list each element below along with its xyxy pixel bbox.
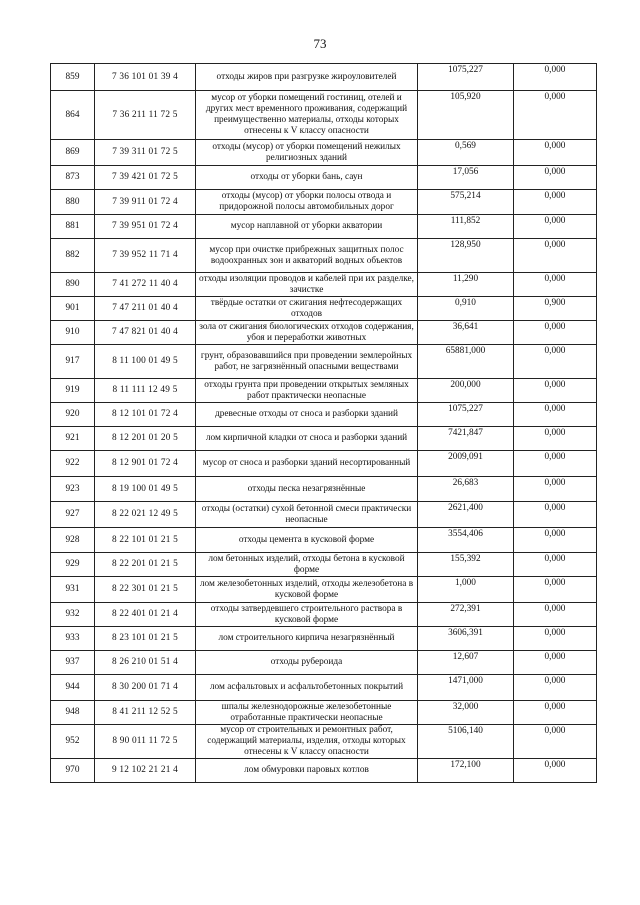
waste-name: мусор от сноса и разборки зданий несортированный	[196, 451, 418, 477]
table-row	[51, 427, 597, 451]
waste-amount: 3554,406	[418, 528, 514, 553]
waste-code: 8 12 901 01 72 4	[95, 451, 196, 477]
waste-amount: 155,392	[418, 553, 514, 577]
row-number: 932	[51, 603, 95, 627]
waste-code: 8 30 200 01 71 4	[95, 675, 196, 701]
waste-amount: 12,607	[418, 651, 514, 675]
table-row	[51, 140, 597, 166]
waste-amount: 26,683	[418, 477, 514, 502]
row-number: 881	[51, 215, 95, 239]
row-number: 873	[51, 166, 95, 190]
table-row	[51, 603, 597, 627]
waste-share: 0,000	[514, 64, 597, 91]
waste-amount: 272,391	[418, 603, 514, 627]
table-row	[51, 675, 597, 701]
table-row	[51, 379, 597, 403]
waste-amount: 3606,391	[418, 627, 514, 651]
waste-share: 0,000	[514, 651, 597, 675]
table-row	[51, 725, 597, 759]
waste-name: отходы (мусор) от уборки помещений нежилых религиозных зданий	[196, 140, 418, 166]
waste-name: отходы (остатки) сухой бетонной смеси практически неопасные	[196, 502, 418, 528]
waste-amount: 65881,000	[418, 345, 514, 379]
table-row	[51, 239, 597, 273]
row-number: 948	[51, 701, 95, 725]
waste-share: 0,000	[514, 627, 597, 651]
waste-share: 0,000	[514, 725, 597, 759]
waste-code: 7 39 911 01 72 4	[95, 190, 196, 215]
table-row	[51, 345, 597, 379]
row-number: 901	[51, 297, 95, 321]
row-number: 917	[51, 345, 95, 379]
row-number: 970	[51, 759, 95, 783]
waste-code: 7 39 952 11 71 4	[95, 239, 196, 273]
waste-name: мусор от уборки помещений гостиниц, отелей и других мест временного проживания, содержащий преимущественно материалы, отходы которых отнесены к V классу опасности	[196, 91, 418, 140]
waste-name: шпалы железнодорожные железобетонные отработанные практически неопасные	[196, 701, 418, 725]
waste-name: древесные отходы от сноса и разборки зданий	[196, 403, 418, 427]
waste-code: 8 22 301 01 21 5	[95, 577, 196, 603]
waste-share: 0,000	[514, 553, 597, 577]
waste-amount: 1075,227	[418, 403, 514, 427]
waste-share: 0,000	[514, 379, 597, 403]
table-row	[51, 190, 597, 215]
table-row	[51, 502, 597, 528]
waste-share: 0,000	[514, 166, 597, 190]
waste-name: отходы (мусор) от уборки полосы отвода и придорожной полосы автомобильных дорог	[196, 190, 418, 215]
waste-share: 0,000	[514, 140, 597, 166]
waste-code: 7 41 272 11 40 4	[95, 273, 196, 297]
waste-share: 0,000	[514, 675, 597, 701]
table-row	[51, 477, 597, 502]
table-row	[51, 759, 597, 783]
waste-share: 0,000	[514, 528, 597, 553]
waste-name: отходы цемента в кусковой форме	[196, 528, 418, 553]
waste-code: 8 22 201 01 21 5	[95, 553, 196, 577]
row-number: 937	[51, 651, 95, 675]
waste-amount: 17,056	[418, 166, 514, 190]
row-number: 859	[51, 64, 95, 91]
waste-name: лом кирпичной кладки от сноса и разборки зданий	[196, 427, 418, 451]
row-number: 890	[51, 273, 95, 297]
waste-code: 7 36 101 01 39 4	[95, 64, 196, 91]
table-row	[51, 91, 597, 140]
table-row	[51, 701, 597, 725]
waste-amount: 7421,847	[418, 427, 514, 451]
row-number: 882	[51, 239, 95, 273]
waste-amount: 1075,227	[418, 64, 514, 91]
waste-share: 0,000	[514, 345, 597, 379]
waste-code: 7 39 421 01 72 5	[95, 166, 196, 190]
waste-code: 8 22 101 01 21 5	[95, 528, 196, 553]
waste-code: 8 22 401 01 21 4	[95, 603, 196, 627]
waste-name: отходы песка незагрязнённые	[196, 477, 418, 502]
waste-amount: 2009,091	[418, 451, 514, 477]
waste-share: 0,000	[514, 603, 597, 627]
waste-name: отходы изоляции проводов и кабелей при их разделке, зачистке	[196, 273, 418, 297]
waste-amount: 0,910	[418, 297, 514, 321]
table-row	[51, 651, 597, 675]
table-row	[51, 273, 597, 297]
waste-name: лом строительного кирпича незагрязнённый	[196, 627, 418, 651]
waste-code: 8 22 021 12 49 5	[95, 502, 196, 528]
waste-code: 8 12 101 01 72 4	[95, 403, 196, 427]
waste-name: лом асфальтовых и асфальтобетонных покрытий	[196, 675, 418, 701]
waste-code: 8 19 100 01 49 5	[95, 477, 196, 502]
waste-amount: 32,000	[418, 701, 514, 725]
table-row	[51, 321, 597, 345]
waste-name: мусор от строительных и ремонтных работ, содержащий материалы, изделия, отходы которых отнесены к V классу опасности	[196, 725, 418, 759]
waste-code: 8 11 111 12 49 5	[95, 379, 196, 403]
waste-name: отходы грунта при проведении открытых земляных работ практически неопасные	[196, 379, 418, 403]
table-row	[51, 627, 597, 651]
waste-share: 0,000	[514, 215, 597, 239]
waste-table	[50, 63, 597, 783]
row-number: 920	[51, 403, 95, 427]
waste-code: 7 47 211 01 40 4	[95, 297, 196, 321]
row-number: 922	[51, 451, 95, 477]
row-number: 931	[51, 577, 95, 603]
waste-code: 7 39 311 01 72 5	[95, 140, 196, 166]
waste-amount: 5106,140	[418, 725, 514, 759]
waste-amount: 172,100	[418, 759, 514, 783]
table-row	[51, 215, 597, 239]
waste-name: зола от сжигания биологических отходов содержания, убоя и переработки животных	[196, 321, 418, 345]
waste-amount: 11,290	[418, 273, 514, 297]
row-number: 919	[51, 379, 95, 403]
table-row	[51, 577, 597, 603]
waste-code: 8 26 210 01 51 4	[95, 651, 196, 675]
waste-share: 0,000	[514, 477, 597, 502]
page-number: 73	[313, 36, 327, 51]
waste-name: твёрдые остатки от сжигания нефтесодержащих отходов	[196, 297, 418, 321]
waste-code: 8 11 100 01 49 5	[95, 345, 196, 379]
waste-code: 7 36 211 11 72 5	[95, 91, 196, 140]
waste-share: 0,000	[514, 321, 597, 345]
table-row	[51, 64, 597, 91]
waste-name: грунт, образовавшийся при проведении землеройных работ, не загрязнённый опасными веществами	[196, 345, 418, 379]
waste-share: 0,000	[514, 701, 597, 725]
row-number: 921	[51, 427, 95, 451]
waste-amount: 36,641	[418, 321, 514, 345]
waste-code: 8 23 101 01 21 5	[95, 627, 196, 651]
row-number: 869	[51, 140, 95, 166]
table-row	[51, 451, 597, 477]
waste-name: мусор наплавной от уборки акватории	[196, 215, 418, 239]
table-row	[51, 528, 597, 553]
waste-code: 8 90 011 11 72 5	[95, 725, 196, 759]
row-number: 928	[51, 528, 95, 553]
waste-code: 7 47 821 01 40 4	[95, 321, 196, 345]
waste-share: 0,000	[514, 451, 597, 477]
waste-amount: 200,000	[418, 379, 514, 403]
row-number: 952	[51, 725, 95, 759]
waste-code: 8 41 211 12 52 5	[95, 701, 196, 725]
row-number: 880	[51, 190, 95, 215]
waste-share: 0,000	[514, 190, 597, 215]
waste-share: 0,000	[514, 403, 597, 427]
waste-share: 0,000	[514, 239, 597, 273]
row-number: 910	[51, 321, 95, 345]
row-number: 944	[51, 675, 95, 701]
waste-amount: 2621,400	[418, 502, 514, 528]
waste-name: отходы от уборки бань, саун	[196, 166, 418, 190]
waste-table-body	[51, 64, 597, 783]
waste-code: 8 12 201 01 20 5	[95, 427, 196, 451]
row-number: 864	[51, 91, 95, 140]
waste-amount: 0,569	[418, 140, 514, 166]
waste-code: 9 12 102 21 21 4	[95, 759, 196, 783]
waste-amount: 575,214	[418, 190, 514, 215]
waste-amount: 105,920	[418, 91, 514, 140]
table-row	[51, 553, 597, 577]
waste-name: лом бетонных изделий, отходы бетона в кусковой форме	[196, 553, 418, 577]
waste-share: 0,000	[514, 577, 597, 603]
waste-name: лом железобетонных изделий, отходы железобетона в кусковой форме	[196, 577, 418, 603]
waste-share: 0,000	[514, 91, 597, 140]
table-row	[51, 403, 597, 427]
table-row	[51, 166, 597, 190]
waste-name: отходы затвердевшего строительного раствора в кусковой форме	[196, 603, 418, 627]
waste-share: 0,000	[514, 502, 597, 528]
waste-share: 0,000	[514, 427, 597, 451]
table-row	[51, 297, 597, 321]
row-number: 923	[51, 477, 95, 502]
waste-amount: 128,950	[418, 239, 514, 273]
row-number: 933	[51, 627, 95, 651]
waste-share: 0,000	[514, 273, 597, 297]
waste-share: 0,900	[514, 297, 597, 321]
row-number: 927	[51, 502, 95, 528]
row-number: 929	[51, 553, 95, 577]
waste-name: отходы жиров при разгрузке жироуловителей	[196, 64, 418, 91]
waste-code: 7 39 951 01 72 4	[95, 215, 196, 239]
waste-name: лом обмуровки паровых котлов	[196, 759, 418, 783]
waste-name: отходы рубероида	[196, 651, 418, 675]
waste-amount: 1471,000	[418, 675, 514, 701]
waste-amount: 1,000	[418, 577, 514, 603]
waste-amount: 111,852	[418, 215, 514, 239]
waste-share: 0,000	[514, 759, 597, 783]
waste-name: мусор при очистке прибрежных защитных полос водоохранных зон и акваторий водных объектов	[196, 239, 418, 273]
